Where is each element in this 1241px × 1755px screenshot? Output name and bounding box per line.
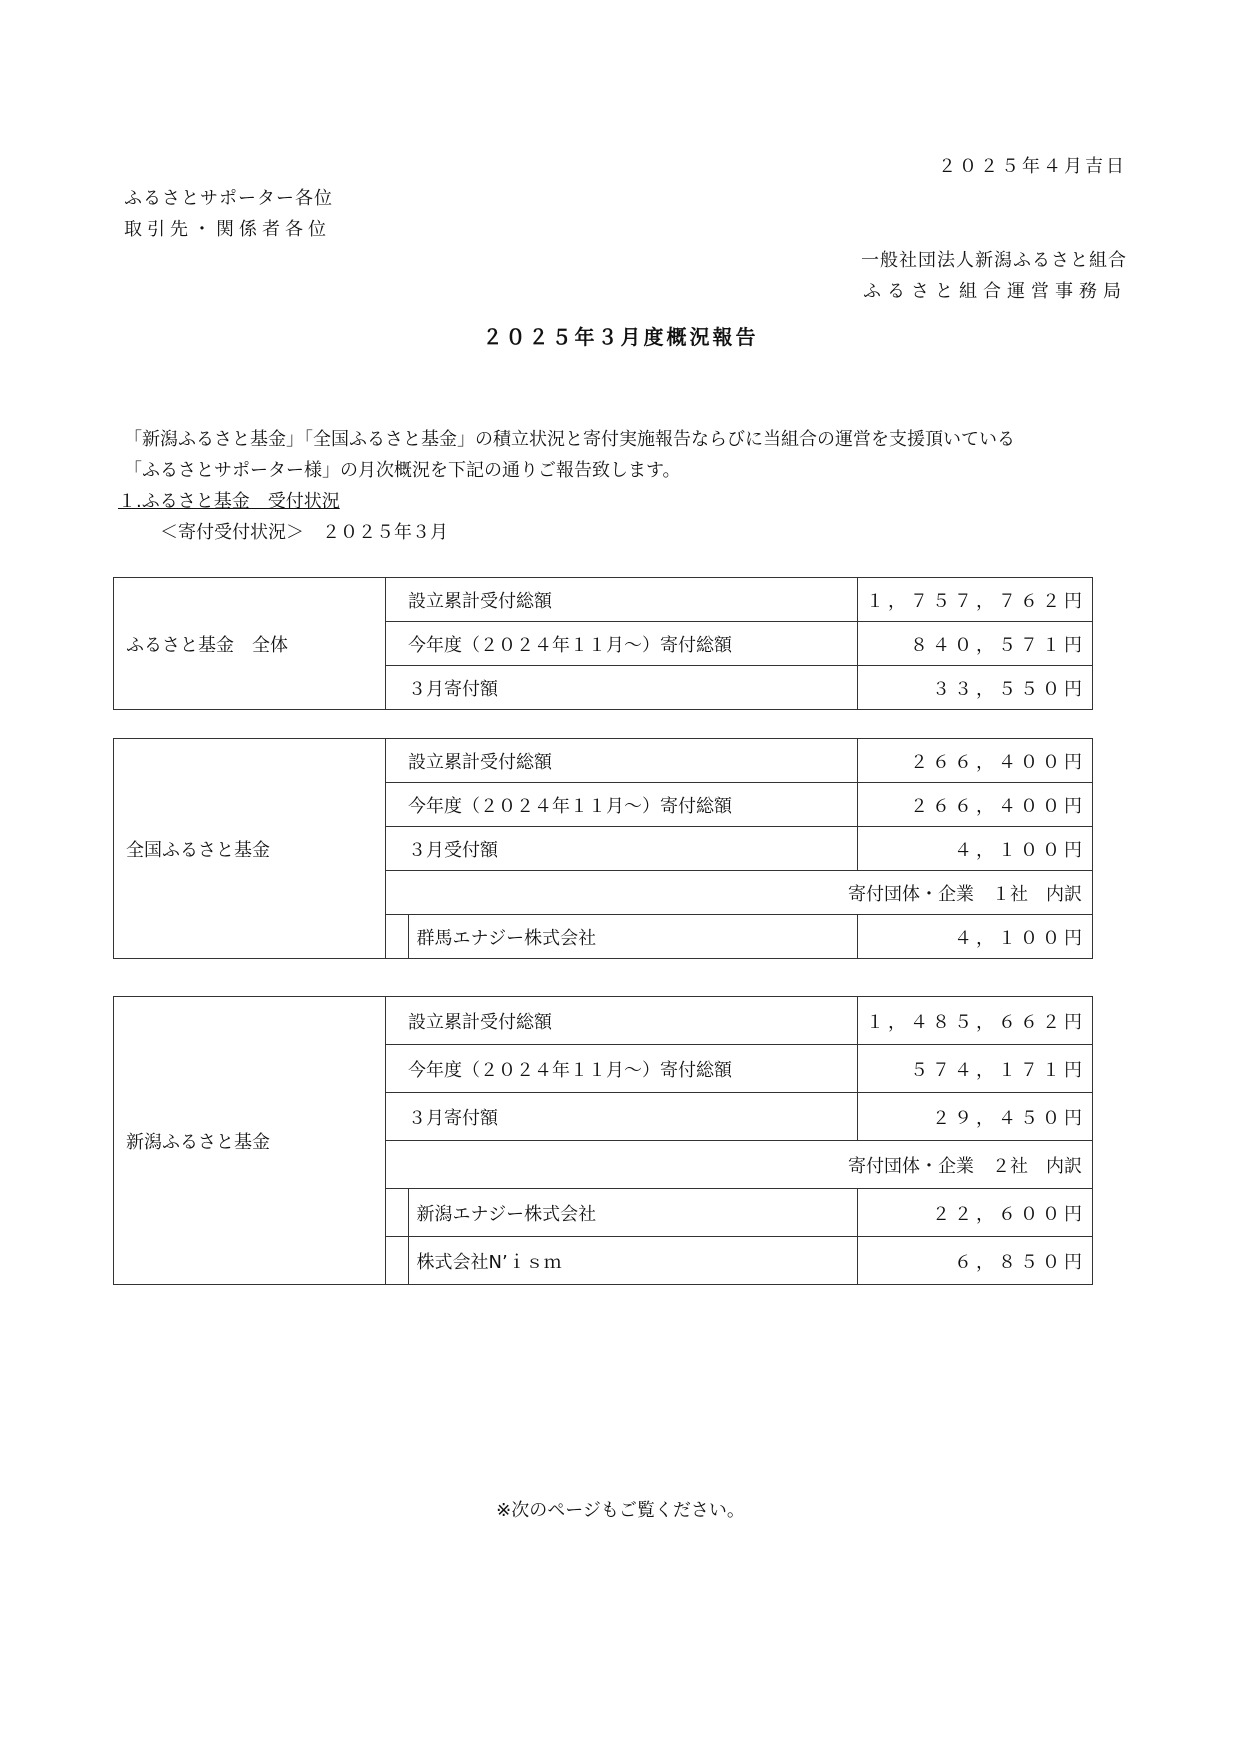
row-label: ３月寄付額	[408, 666, 858, 710]
overall-fund-table	[113, 577, 1093, 710]
row-label: 設立累計受付総額	[408, 739, 858, 783]
intro-line-2: 「ふるさとサポーター様」の月次概況を下記の通りご報告致します。	[124, 460, 681, 481]
donor-name: 株式会社N’ｉｓｍ	[408, 1237, 858, 1285]
row-amount: ２９，４５０円	[858, 1093, 1093, 1141]
niigata-fund-table	[113, 996, 1093, 1285]
table-row	[114, 739, 1093, 783]
row-amount: ２６６，４００円	[858, 739, 1093, 783]
breakdown-label: 寄付団体・企業 ２社 内訳	[386, 1141, 1093, 1189]
section-heading: １.ふるさと基金 受付状況	[118, 491, 340, 512]
row-amount: １，７５７，７６２円	[858, 578, 1093, 622]
breakdown-label: 寄付団体・企業 １社 内訳	[386, 871, 1093, 915]
row-amount: ５７４，１７１円	[858, 1045, 1093, 1093]
row-amount: ８４０，５７１円	[858, 622, 1093, 666]
row-label: ３月受付額	[408, 827, 858, 871]
national-fund-table	[113, 738, 1093, 959]
sender-office: ふるさと組合運営事務局	[863, 281, 1127, 302]
row-amount: ４，１００円	[858, 827, 1093, 871]
row-amount: ２６６，４００円	[858, 783, 1093, 827]
intro-line-1: 「新潟ふるさと基金」「全国ふるさと基金」の積立状況と寄付実施報告ならびに当組合の運営を支援頂いている	[124, 429, 1015, 450]
recipient-partners: 取引先・関係者各位	[124, 219, 331, 240]
row-label: 今年度（２０２４年１１月～）寄付総額	[408, 783, 858, 827]
fund-name: 新潟ふるさと基金	[114, 997, 386, 1285]
row-label: 設立累計受付総額	[408, 578, 858, 622]
fund-name: 全国ふるさと基金	[114, 739, 386, 959]
fund-name: ふるさと基金 全体	[114, 578, 386, 710]
donor-name: 新潟エナジー株式会社	[408, 1189, 858, 1237]
recipient-supporters: ふるさとサポーター各位	[124, 188, 333, 209]
footer-note: ※次のページもご覧ください。	[496, 1500, 745, 1521]
row-label: 設立累計受付総額	[408, 997, 858, 1045]
donor-amount: ６，８５０円	[858, 1237, 1093, 1285]
donor-amount: ２２，６００円	[858, 1189, 1093, 1237]
document-title: ２０２５年３月度概況報告	[482, 325, 759, 349]
donor-amount: ４，１００円	[858, 915, 1093, 959]
issue-date: ２０２５年４月吉日	[938, 156, 1127, 177]
donor-name: 群馬エナジー株式会社	[408, 915, 858, 959]
sender-organization: 一般社団法人新潟ふるさと組合	[861, 250, 1127, 271]
row-amount: ３３，５５０円	[858, 666, 1093, 710]
row-label: 今年度（２０２４年１１月～）寄付総額	[408, 622, 858, 666]
row-amount: １，４８５，６６２円	[858, 997, 1093, 1045]
row-label: ３月寄付額	[408, 1093, 858, 1141]
table-row	[114, 997, 1093, 1045]
section-subheading: ＜寄付受付状況＞ ２０２５年３月	[160, 522, 448, 543]
table-row	[114, 578, 1093, 622]
row-label: 今年度（２０２４年１１月～）寄付総額	[408, 1045, 858, 1093]
